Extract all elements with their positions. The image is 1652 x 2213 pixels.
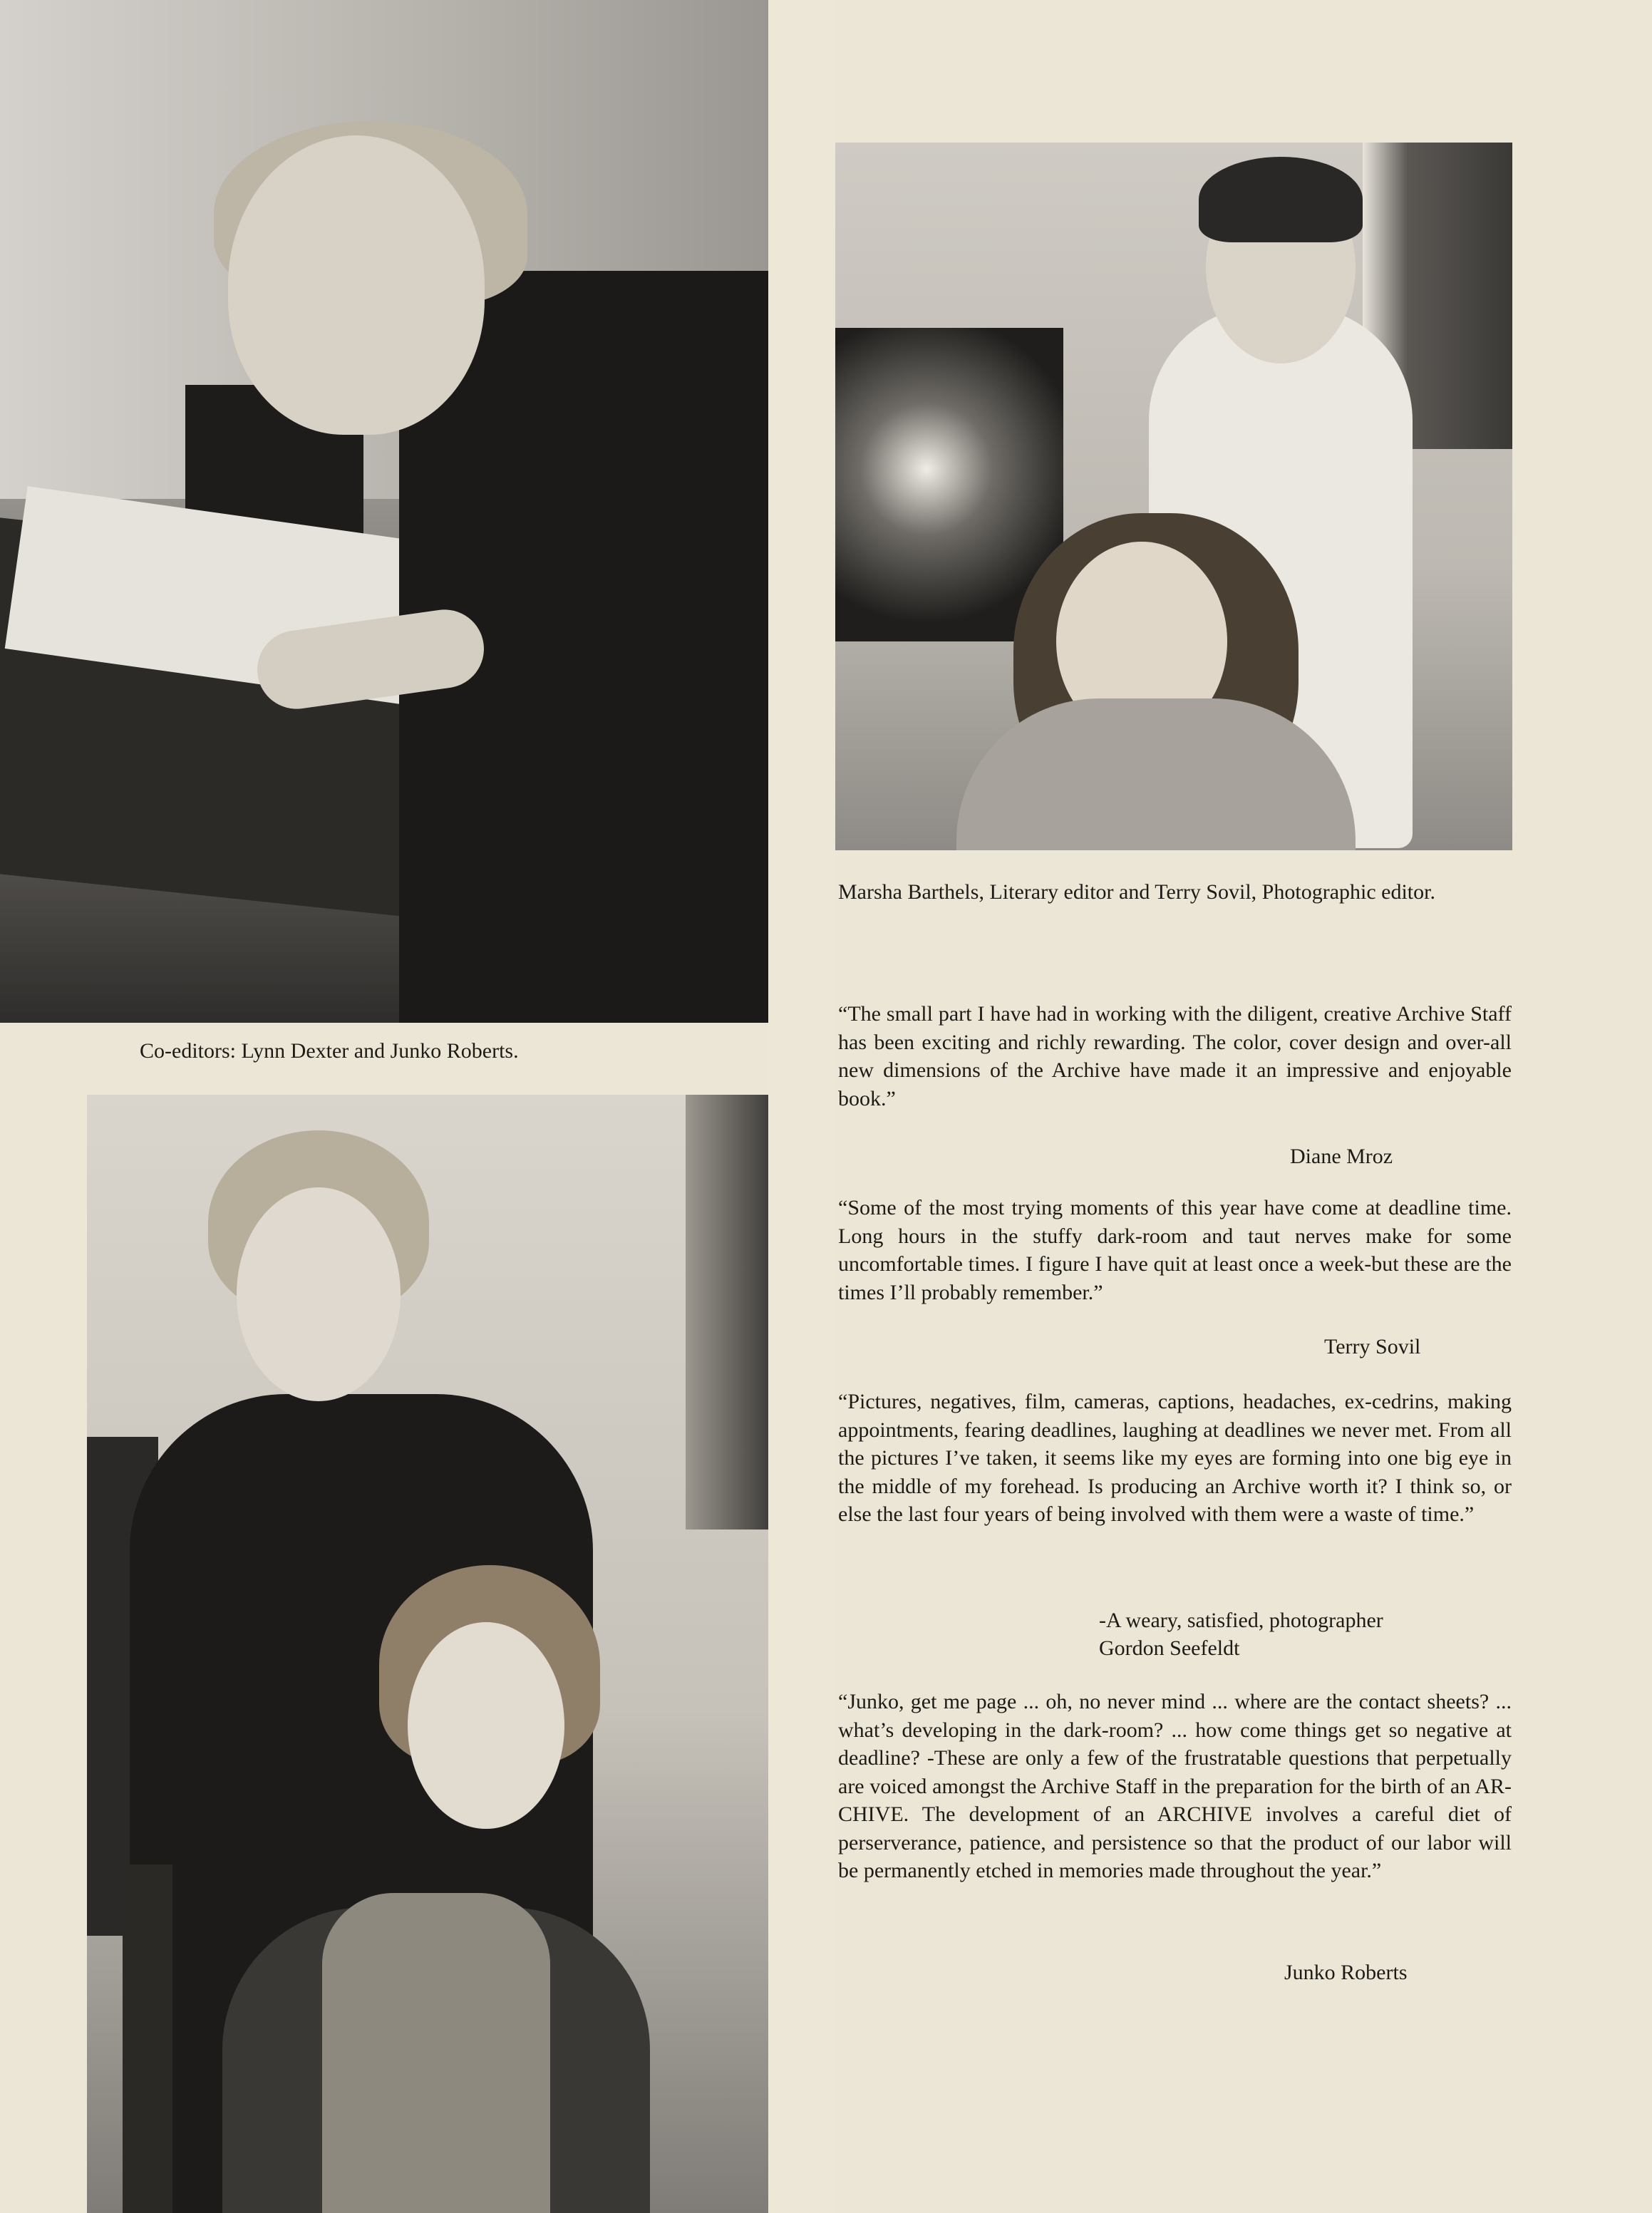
coeditor-desk-photo [0, 0, 768, 1023]
signature-photographer-line: -A weary, satisfied, photographer [1099, 1609, 1383, 1632]
page-gutter [768, 0, 835, 2213]
editors-photo [835, 143, 1512, 850]
quote-gordon-seefeldt: “Pictures, negatives, film, cameras, captions, headaches, ex-cedrins, making appointments, fearing deadlines, laughing at deadlines we never met. From all the pictures I’ve taken, it seems like my eyes are forming into one big eye in the middle of my forehead. Is producing an Archive worth it? I think so, or else the last four years of being involved with them were a waste of time.” [838, 1390, 1512, 1526]
quote-diane-mroz: “The small part I have had in working with the diligent, creative Archive Staff has been exciting and richly rewarding. The color, cover design and over-all new dimensions of the Archive have made it an impressive and enjoyable book.” [838, 1002, 1512, 1110]
quote-junko-roberts: “Junko, get me page ... oh, no never mind ... where are the contact sheets? ... what’s developing in the dark-room? ... how come things get so negative at deadline? -These are only a few of the frustratable questions that perpetually are voiced amongst the Archive Staff in the preparation for the birth of an AR-CHIVE. The development of an ARCHIVE involves a careful diet of perserverance, patience, and persistence so that the product of our labor will be permanently etched in memories made throughout the year.” [838, 1690, 1512, 1882]
quote-terry-sovil: “Some of the most trying moments of this year have come at deadline time. Long hours in the stuffy dark-room and taut nerves make for some uncomfortable times. I figure I have quit at least once a week-but these are the times I’ll probably remember.” [838, 1196, 1512, 1304]
signature-junko-roberts: Junko Roberts [1284, 1961, 1408, 1984]
coeditors-portrait-photo [87, 1095, 768, 2213]
signature-diane-mroz: Diane Mroz [1290, 1145, 1393, 1168]
editors-caption: Marsha Barthels, Literary editor and Terry Sovil, Photographic editor. [838, 880, 1435, 904]
coeditors-caption: Co-editors: Lynn Dexter and Junko Roberts. [140, 1039, 519, 1063]
signature-gordon-seefeldt: Gordon Seefeldt [1099, 1636, 1240, 1660]
signature-terry-sovil: Terry Sovil [1324, 1335, 1421, 1358]
